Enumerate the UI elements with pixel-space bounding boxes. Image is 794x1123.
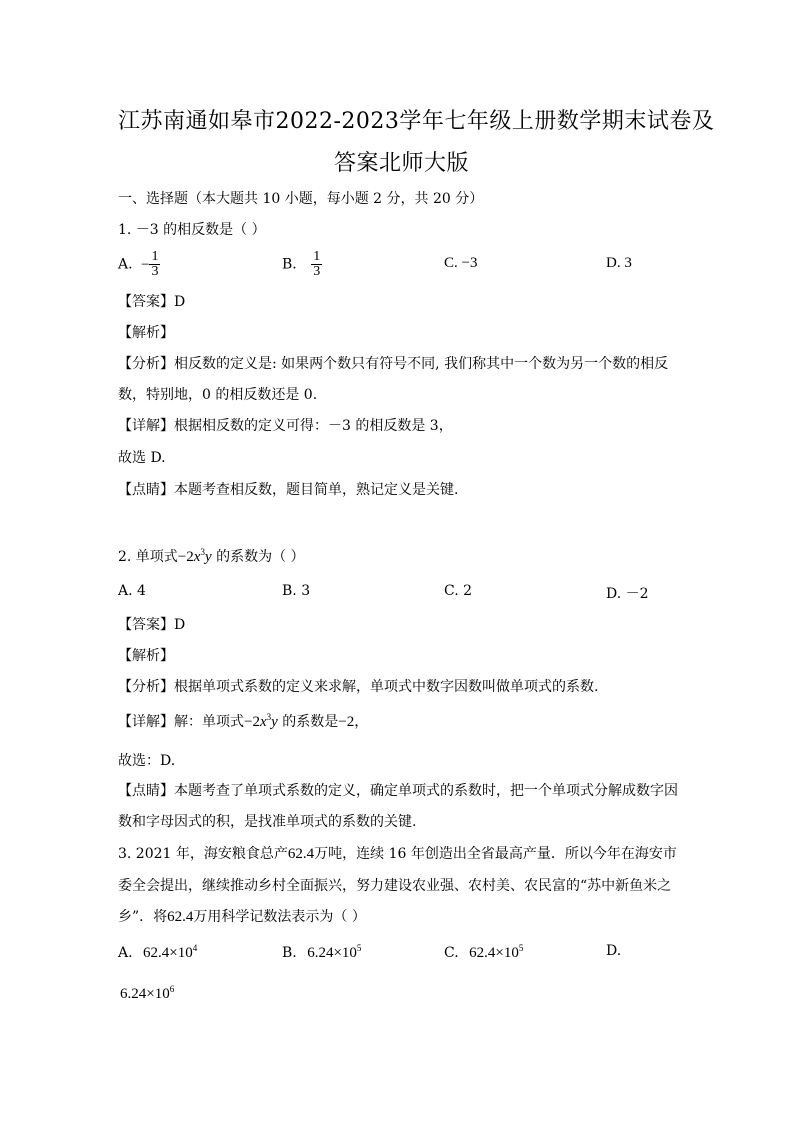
q3-option-d-expr: $6.24\times 10^6$ (120, 984, 175, 1002)
q1-option-b-fraction: $\frac{1}{3}$ (313, 249, 321, 279)
q3-option-a (118, 943, 197, 962)
q3-option-c (444, 943, 523, 962)
q3-stem-1b: 万吨，连续 16 年创造出全省最高产量．所以今年在海安市 (314, 846, 677, 862)
q1-stem: 1. －3 的相反数是（ ） (118, 222, 266, 238)
q2-conclusion: 故选：D. (118, 753, 176, 769)
q2-xiangjie (118, 711, 368, 731)
q3-option-b (282, 943, 361, 962)
q2-option-c: C. 2 (444, 583, 473, 599)
q1-conclusion: 故选 D. (118, 450, 166, 466)
q1-analysis-tag: 【解析】 (118, 325, 174, 341)
section-heading: 一、选择题（本大题共 10 小题，每小题 2 分，共 20 分） (118, 191, 484, 207)
q1-option-c: C. −3 (444, 255, 478, 271)
q1-option-a (118, 250, 160, 279)
q2-dianjing-line2: 数和字母因式的积，是找准单项式的系数的关键. (118, 814, 417, 830)
q2-xiangjie-monomial: $-2x^3y$ (244, 712, 278, 730)
q3-value-2: 62.4 (167, 909, 194, 925)
q3-stem-line1 (118, 843, 677, 863)
q2-xiangjie-prefix: 【详解】解：单项式 (118, 714, 244, 730)
q2-monomial: $-2x^3y$ (177, 547, 212, 565)
q1-option-a-sign: − (141, 256, 150, 273)
q2-fenxi: 【分析】根据单项式系数的定义来求解，单项式中数字因数叫做单项式的系数. (118, 679, 599, 695)
doc-title-line1: 江苏南通如皋市2022-2023学年七年级上册数学期末试卷及 (118, 109, 715, 134)
q2-option-b: B. 3 (282, 583, 311, 599)
q3-option-b-expr: $6.24\times 10^5$ (307, 943, 362, 961)
q1-dianjing: 【点睛】本题考查相反数，题目简单，熟记定义是关键. (118, 482, 459, 498)
q2-xiangjie-mid: 的系数是 (277, 714, 339, 730)
q3-stem-line2: 委全会提出，继续推动乡村全面振兴，努力建设农业强、农村美、农民富的“苏中新鱼米之 (118, 878, 672, 894)
q3-option-a-expr: $62.4\times 10^4$ (143, 943, 198, 961)
q2-stem-prefix: 2. 单项式 (118, 549, 178, 565)
q3-stem-3a: 乡”．将 (118, 909, 168, 925)
q2-analysis-tag: 【解析】 (118, 648, 174, 664)
q1-option-a-label: A. (118, 256, 133, 273)
q1-option-d: D. 3 (606, 255, 632, 271)
q2-xiangjie-end: ， (354, 714, 369, 730)
q2-dianjing-line1: 【点睛】本题考查了单项式系数的定义，确定单项式的系数时，把一个单项式分解成数字因 (118, 783, 678, 799)
q1-fenxi-line2: 数，特别地，0 的相反数还是 0. (118, 387, 318, 403)
doc-title-line2: 答案北师大版 (334, 151, 470, 176)
q2-xiangjie-value: −2 (338, 714, 355, 730)
q3-option-c-expr: $62.4\times 10^5$ (469, 943, 524, 961)
q1-answer: 【答案】D (118, 294, 186, 310)
q1-fenxi-line1: 【分析】相反数的定义是: 如果两个数只有符号不同, 我们称其中一个数为另一个数的相反 (118, 356, 669, 372)
q3-option-a-label: A. (118, 945, 133, 961)
q2-stem (118, 546, 305, 566)
q3-stem-line3 (118, 906, 366, 926)
q3-value: 62.4 (287, 846, 315, 862)
q3-stem-1a: 3. 2021 年，海安粮食总产 (118, 846, 288, 862)
q1-option-b (282, 250, 322, 279)
q3-option-d-label: D. (606, 943, 622, 959)
q3-option-c-label: C. (444, 945, 459, 961)
q1-option-b-label: B. (282, 256, 297, 273)
q3-option-b-label: B. (282, 945, 297, 961)
q1-xiangjie: 【详解】根据相反数的定义可得：－3 的相反数是 3， (118, 418, 453, 434)
q3-stem-3b: 万用科学记数法表示为（ ） (193, 909, 366, 925)
q1-option-a-fraction: $\frac{1}{3}$ (151, 249, 159, 279)
q2-stem-suffix: 的系数为（ ） (211, 549, 305, 565)
q2-option-d: D. －2 (606, 586, 649, 602)
q2-answer: 【答案】D (118, 617, 186, 633)
q2-option-a: A. 4 (118, 583, 146, 599)
